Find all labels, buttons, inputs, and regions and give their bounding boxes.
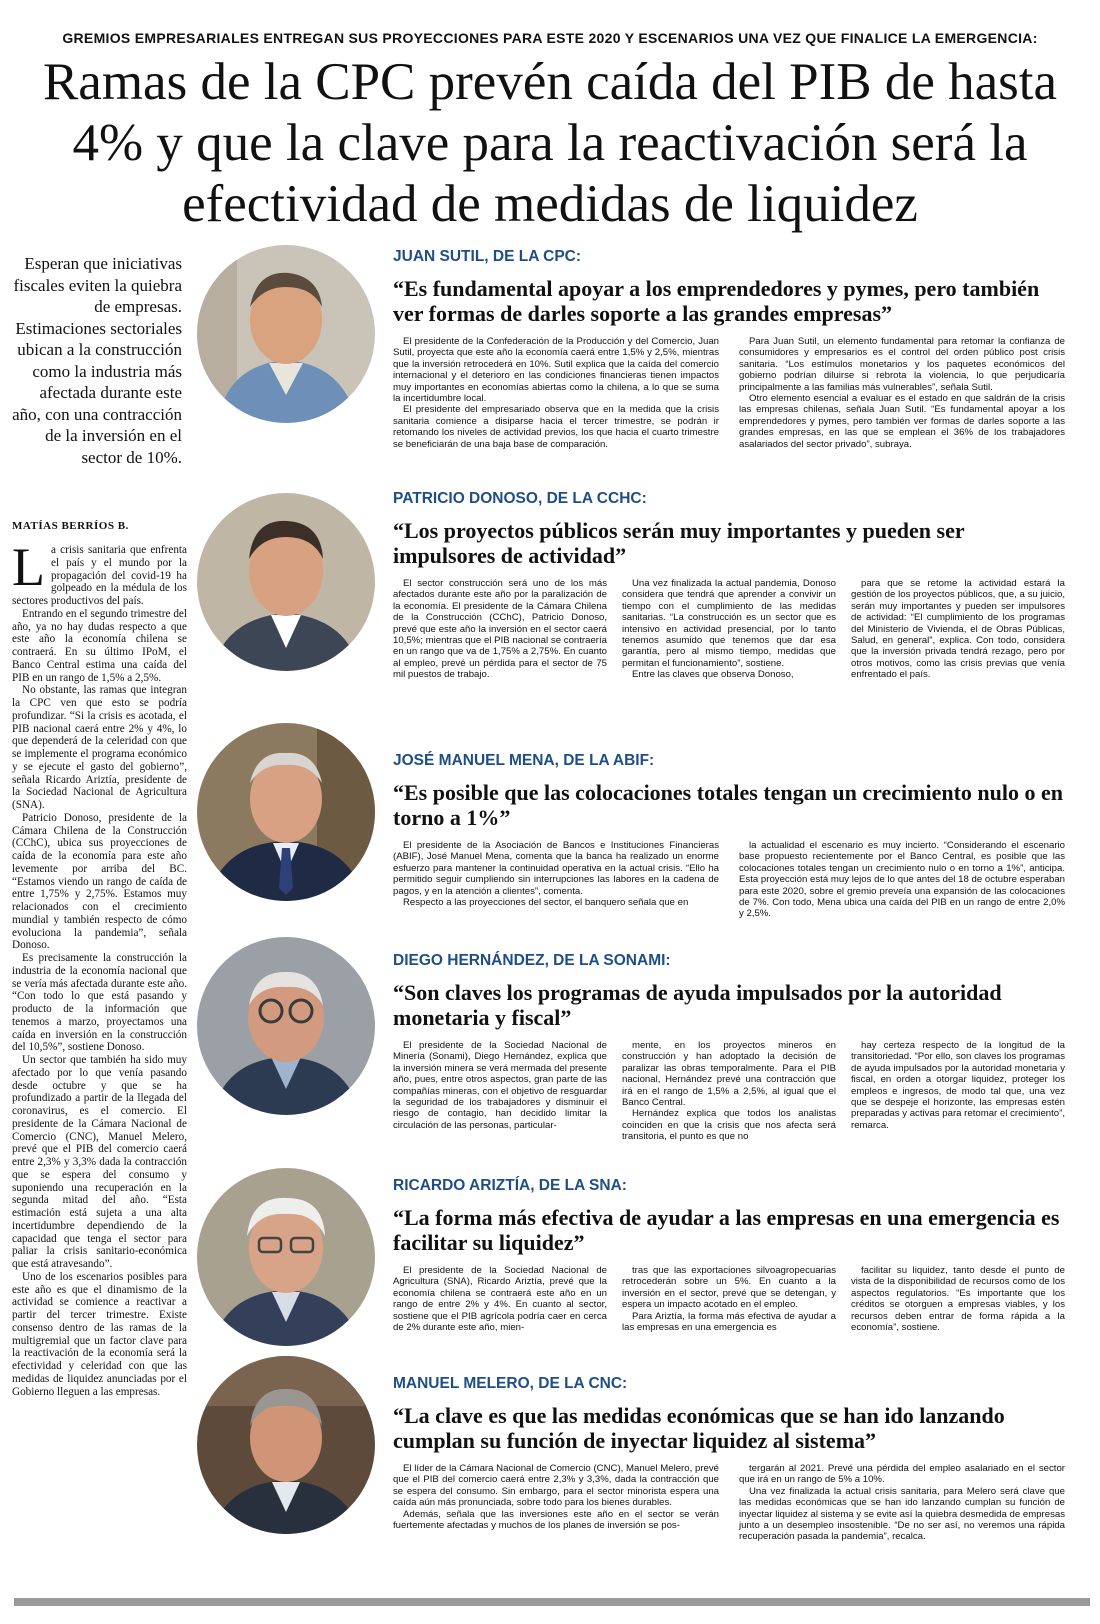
text-column <box>393 1040 607 1143</box>
column-paragraph: Para Juan Sutil, un elemento fundamental para retomar la confianza de consumidores y empresarios es el control del orden público post crisis sanitaria. “Los estímulos monetarios y los paquetes económicos del gobierno podrían diluirse si rebrota la violencia, lo que perjudicaría principalmente a las familias más vulnerables”, señala Sutil. <box>739 336 1065 393</box>
text-column <box>739 1463 1065 1543</box>
text-column <box>393 1463 719 1543</box>
portrait-photo-donoso <box>197 493 375 671</box>
section-ariztia <box>393 1177 1065 1333</box>
text-column <box>393 336 719 450</box>
article-paragraph: Entrando en el segundo trimestre del año, ya no hay dudas respecto a que este año la economía chilena se contraerá. En su último IPoM, el Banco Central estima una caída del PIB en un rango de 1,5% a 2,5%. <box>12 607 187 684</box>
text-column <box>622 1040 836 1143</box>
portrait-photo-ariztia <box>197 1168 375 1346</box>
column-paragraph: para que se retome la actividad estará la gestión de los proyectos públicos, que, a su juicio, serán muy importantes y pueden ser impulsores de actividad: “El cumplimiento de los programas del Ministerio de Vivienda, el de Obras Públicas, Salud, en general”, explica. Con todo, considera que la inversión privada tendrá rezago, pero por otros motivos, como las crisis previas que venía enfrentado el país. <box>851 578 1065 681</box>
text-column <box>851 1040 1065 1143</box>
section-quote: “Son claves los programas de ayuda impulsados por la autoridad monetaria y fiscal” <box>393 980 1002 1030</box>
portrait-photo-mena <box>197 723 375 901</box>
column-paragraph: El líder de la Cámara Nacional de Comercio (CNC), Manuel Melero, prevé que el PIB del comercio caerá entre 2,3% y 3,3%, dada la contracción que se espera del consumo. Sin embargo, para el sector minorista espera una caída aún más pronunciada, sobre todo para los bienes durables. <box>393 1463 719 1509</box>
section-name: MANUEL MELERO, DE LA CNC: <box>393 1375 628 1392</box>
column-paragraph: tras que las exportaciones silvoagropecuarias retrocederán sobre un 5%. En cuanto a la inversión en el sector, prevé que se detengan, y espera un impacto acotado en el empleo. <box>622 1265 836 1311</box>
column-paragraph: Entre las claves que observa Donoso, <box>632 669 794 681</box>
column-paragraph: El presidente de la Sociedad Nacional de Minería (Sonami), Diego Hernández, explica que la inversión minera se verá mermada del presente año, pues, entre otros aspectos, gran parte de las compañías mineras, con el objetivo de resguardar la seguridad de los trabajadores y disminuir el riesgo de contagio, han decidido limitar la circulación de las personas, particular- <box>393 1040 607 1131</box>
column-paragraph: Para Ariztía, la forma más efectiva de ayudar a las empresas en una emergencia es <box>622 1310 836 1334</box>
section-name: JOSÉ MANUEL MENA, DE LA ABIF: <box>393 752 655 769</box>
section-quote: “Los proyectos públicos serán muy importantes y pueden ser impulsores de actividad” <box>393 518 965 568</box>
section-sutil <box>393 248 1065 450</box>
byline: MATÍAS BERRÍOS B. <box>12 520 129 532</box>
section-name: JUAN SUTIL, DE LA CPC: <box>393 248 582 265</box>
column-paragraph: El presidente del empresariado observa que en la medida que la crisis sanitaria comience a disiparse hacia el tercer trimestre, se podrán ir retomando los niveles de actividad previos, los que hacia el cuarto trimestre se beneficiarán de una baja base de comparación. <box>393 404 719 450</box>
text-column <box>393 578 607 681</box>
headline: Ramas de la CPC prevén caída del PIB de hasta 4% y que la clave para la reactivación será la efectividad de medidas de liquidez <box>42 53 1058 233</box>
portrait-photo-melero <box>197 1356 375 1534</box>
drop-cap: L <box>12 544 45 597</box>
column-paragraph: Otro elemento esencial a evaluar es el estado en que saldrán de la crisis las empresas chilenas, señala Juan Sutil. “Es fundamental apoyar a los emprendedores y pymes, pero también ver formas de darles soporte a las grandes empresas, en las que se emplean el 36% de los trabajadores asalariados del sector privado”, subraya. <box>739 393 1065 450</box>
column-paragraph: hay certeza respecto de la longitud de la transitoriedad. “Por ello, son claves los programas de ayuda impulsados por la autoridad monetaria y fiscal, en orden a otorgar liquidez, proteger los empleos e ingresos, de modo tal que, una vez que se despeje el horizonte, las empresas estén preparadas y activas para retomar el crecimiento”, remarca. <box>851 1040 1065 1131</box>
column-paragraph: Respecto a las proyecciones del sector, el banquero señala que en <box>403 897 689 909</box>
section-quote: “Es posible que las colocaciones totales tengan un crecimiento nulo o en torno a 1%” <box>393 780 1063 830</box>
column-paragraph: Una vez finalizada la actual crisis sanitaria, para Melero será clave que las medidas económicas que se han ido lanzando cumplan su función de inyectar liquidez al sistema y se evite así la quiebra desmedida de empresas junto a un desempleo insostenible. “De no ser así, no veremos una rápida recuperación pasada la pandemia”, recalca. <box>739 1485 1065 1543</box>
section-name: PATRICIO DONOSO, DE LA CCHC: <box>393 490 647 507</box>
article-paragraph: La crisis sanitaria que enfrenta el país y el mundo por la propagación del covid-19 ha golpeado en la médula de los sectores productivos del país. <box>12 544 187 607</box>
portrait-photo-hernandez <box>197 937 375 1115</box>
section-name: DIEGO HERNÁNDEZ, DE LA SONAMI: <box>393 952 671 969</box>
section-quote: “Es fundamental apoyar a los emprendedores y pymes, pero también ver formas de darles soporte a las grandes empresas” <box>393 276 1040 326</box>
section-hernandez <box>393 952 1065 1143</box>
column-paragraph: Además, señala que las inversiones este año en el sector se verán fuertemente afectadas y muchos de los planes de inversión se pos- <box>393 1508 719 1532</box>
column-paragraph: la actualidad el escenario es muy incierto. “Considerando el escenario base propuesto recientemente por el Banco Central, es posible que las colocaciones totales tengan un crecimiento nulo o en torno a 1%”, anticipa. Esta proyección está muy lejos de lo que antes del 18 de octubre esperaban para este 2020, sobre el gremio preveía una expansión de las colocaciones de 7%. Con todo, Mena ubica una caída del PIB en un rango de entre 2,0% y 2,5%. <box>739 840 1065 920</box>
column-paragraph: facilitar su liquidez, tanto desde el punto de vista de la disponibilidad de recursos como de los aspectos regulatorios. “Es importante que los créditos se otorguen a empresas viables, y los recursos deben entrar de forma rápida a la economía”, sostiene. <box>851 1265 1065 1334</box>
kicker: GREMIOS EMPRESARIALES ENTREGAN SUS PROYECCIONES PARA ESTE 2020 Y ESCENARIOS UNA VEZ QUE FINALICE LA EMERGENCIA: <box>62 30 1038 46</box>
bottom-rule <box>14 1598 1090 1606</box>
section-quote: “La forma más efectiva de ayudar a las empresas en una emergencia es facilitar su liquidez” <box>393 1205 1060 1255</box>
column-paragraph: tergarán al 2021. Prevé una pérdida del empleo asalariado en el sector que irá en un rango de 5% a 10%. <box>739 1463 1065 1486</box>
text-column <box>393 1265 607 1333</box>
article-paragraph: Patricio Donoso, presidente de la Cámara Chilena de la Construcción (CChC), ubica sus proyecciones de caída de la economía para este año levemente por arriba del BC. “Estamos viendo un rango de caída de entre 1,75% y 2,75%. Estamos muy relacionados con el crecimiento mundial y también respecto de cómo evoluciona la pandemia”, señala Donoso. <box>12 811 187 952</box>
column-paragraph: Una vez finalizada la actual pandemia, Donoso considera que tendrá que aprender a convivir un tiempo con el cumplimiento de las medidas sanitarias. “La construcción es un sector que es intensivo en actividad presencial, por lo tanto tenemos asumido que tenemos que dar esa garantía, pero al mismo tiempo, medidas que permitan el funcionamiento”, sostiene. <box>622 578 836 669</box>
text-column <box>739 336 1065 450</box>
text-column <box>393 840 719 920</box>
article-paragraph: Un sector que también ha sido muy afectado por lo que venía pasando desde octubre y que se ha profundizado a partir de la llegada del coronavirus, es el comercio. El presidente de la Cámara Nacional de Comercio (CNC), Manuel Melero, prevé que el PIB del comercio caerá entre 2,3% y 3,3% dada la contracción que se espera del consumo y suponiendo una recuperación en la segunda mitad del año. “Esta estimación está sujeta a una alta incertidumbre dependiendo de la capacidad que tenga el sector para paliar la crisis sanitario-económica que está atravesando”. <box>12 1054 187 1270</box>
column-paragraph: El presidente de la Asociación de Bancos e Instituciones Financieras (ABIF), José Manuel Mena, comenta que la banca ha realizado un enorme esfuerzo para mantener la continuidad operativa en la actual crisis. “Ello ha permitido seguir cumpliendo sin interrupciones las labores en la cadena de pagos, y en la atención a clientes”, comenta. <box>393 840 719 897</box>
article-paragraph: No obstante, las ramas que integran la CPC ven que esto se podría profundizar. “Si la crisis es acotada, el PIB nacional caerá entre 2% y 4%, lo que dependerá de la celeridad con que se implemente el programa económico y se ejecute el gasto del gobierno”, señala Ricardo Ariztía, presidente de la Sociedad Nacional de Agricultura (SNA). <box>12 684 187 811</box>
section-name: RICARDO ARIZTÍA, DE LA SNA: <box>393 1177 627 1194</box>
section-mena <box>393 752 1065 920</box>
article-paragraph: Uno de los escenarios posibles para este año es que el dinamismo de la actividad se comience a reactivar a partir del tercer trimestre. Existe consenso dentro de las ramas de la multigremial que un factor clave para la reactivación de la economía será la efectividad y celeridad con que las medidas de liquidez anunciadas por el Gobierno lleguen a las empresas. <box>12 1270 187 1398</box>
column-paragraph: Hernández explica que todos los analistas coinciden en que la crisis que nos afecta será transitoria, el punto es que no <box>622 1108 836 1143</box>
article-paragraph: Es precisamente la construcción la industria de la economía nacional que se vería más afectada durante este año. “Con todo lo que está pasando y producto de la información que tenemos a marzo, proyectamos una caída en inversión en la construcción del 10,5%”, sostiene Donoso. <box>12 952 187 1054</box>
text-column <box>739 840 1065 920</box>
column-paragraph: El presidente de la Sociedad Nacional de Agricultura (SNA), Ricardo Ariztía, prevé que la economía chilena se contraerá este año en un rango de entre 2% y 4%. En cuanto al sector, sostiene que el PIB agrícola podría caer en cerca de 2% durante este año, mien- <box>393 1265 607 1334</box>
column-paragraph: El sector construcción será uno de los más afectados durante este año por la paralización de la economía. El presidente de la Cámara Chilena de la Construcción (CChC), Patricio Donoso, prevé que este año la inversión en el sector caerá 10,5%; mientras que el PIB nacional se contraería en un rango que va de 1,75% a 2,75%. En cuanto al empleo, prevé un pérdida para el sector de 75 mil puestos de trabajo. <box>393 578 607 681</box>
section-donoso <box>393 490 1065 681</box>
portrait-photo-sutil <box>197 245 375 423</box>
column-paragraph: El presidente de la Confederación de la Producción y del Comercio, Juan Sutil, proyecta que este año la economía caerá entre 1,5% y 2,5%, mientras que la inversión retrocederá en 10%. Sutil explica que la caída del comercio internacional y el deterioro en las condiciones financieras tienen impactos muy importantes en economías abiertas como la chilena, a lo que se suma la incertidumbre local. <box>393 336 719 405</box>
text-column <box>851 578 1065 681</box>
lead-summary: Esperan que iniciativas fiscales eviten la quiebra de empresas. Estimaciones sectoriales ubican a la construcción como la industria más afectada durante este año, con una contracción de la inversión en el sector de 10%. <box>12 254 182 467</box>
text-column <box>622 578 836 681</box>
main-article-body <box>12 544 187 1584</box>
text-column <box>851 1265 1065 1333</box>
text-column <box>622 1265 836 1333</box>
section-melero <box>393 1375 1065 1543</box>
section-quote: “La clave es que las medidas económicas que se han ido lanzando cumplan su función de inyectar liquidez al sistema” <box>393 1403 1005 1453</box>
column-paragraph: mente, en los proyectos mineros en construcción y han adoptado la decisión de paralizar las obras temporalmente. Para el PIB nacional, Hernández prevé una contracción que irá en el rango de 1,5% a 2,5%, al igual que el Banco Central. <box>622 1040 836 1109</box>
